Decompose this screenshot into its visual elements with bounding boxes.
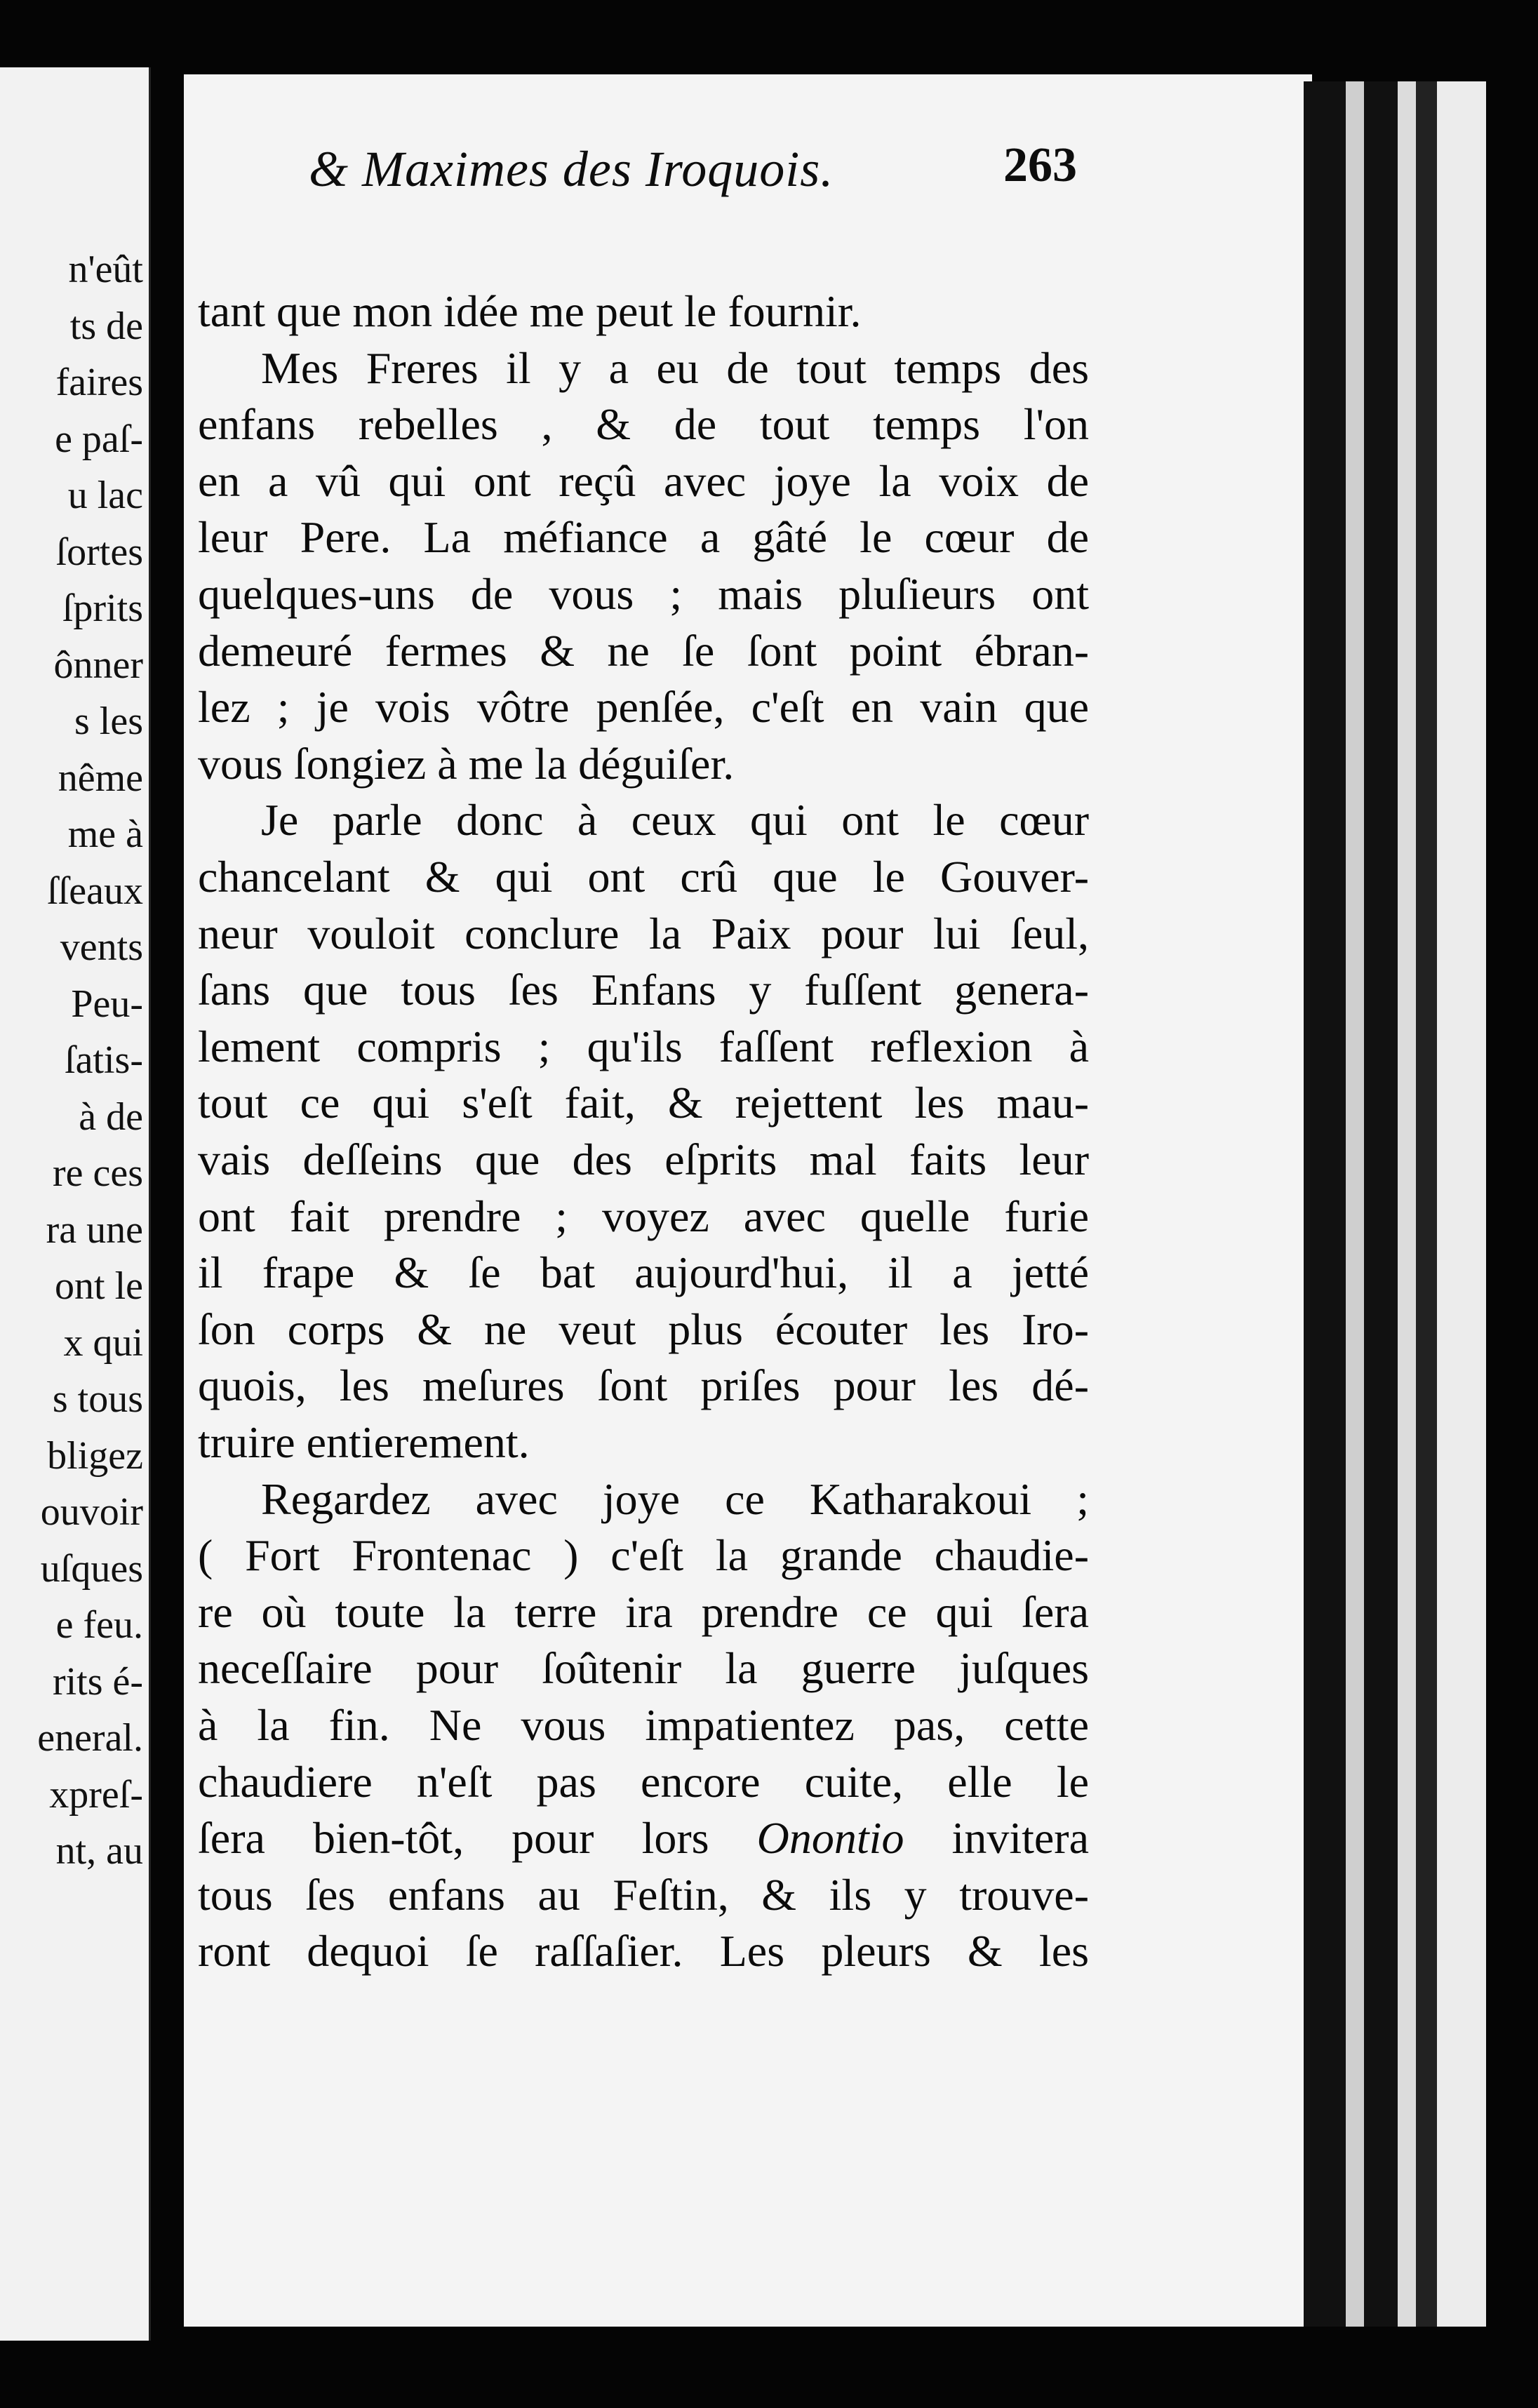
text-line: quelques-uns de vous ; mais pluſieurs ont bbox=[198, 569, 1089, 619]
left-page-fragment: nême bbox=[58, 756, 143, 800]
left-page-fragment: Peu- bbox=[71, 982, 143, 1026]
left-page-fragment: ſprits bbox=[62, 587, 143, 630]
left-page-fragment: e paſ- bbox=[55, 417, 143, 461]
left-page-fragment: ts de bbox=[69, 304, 143, 348]
text-line: ( Fort Frontenac ) c'eſt la grande chaudie- bbox=[198, 1530, 1089, 1581]
text-line: enfans rebelles , & de tout temps l'on bbox=[198, 399, 1089, 450]
left-page-fragment: e feu. bbox=[55, 1603, 143, 1647]
left-page-fragment: ouvoir bbox=[40, 1490, 143, 1534]
left-page-fragment: bligez bbox=[47, 1433, 143, 1478]
text-line: il frape & ſe bat aujourd'hui, il a jetté bbox=[198, 1248, 1089, 1298]
text-line: tant que mon idée me peut le fournir. bbox=[198, 286, 862, 336]
text-line: Mes Freres il y a eu de tout temps des bbox=[261, 342, 1089, 393]
text-line: Je parle donc à ceux qui ont le cœur bbox=[261, 795, 1089, 845]
page-number: 263 bbox=[1003, 138, 1077, 192]
left-page-fragment: faires bbox=[55, 361, 143, 404]
left-page-fragment: eneral. bbox=[37, 1716, 143, 1760]
text-line: ont fait prendre ; voyez avec quelle furie bbox=[198, 1191, 1089, 1241]
text-line: lement compris ; qu'ils faſſent reflexion à bbox=[198, 1021, 1089, 1071]
page-stack-edge bbox=[1437, 81, 1486, 2327]
left-page-fragment: ra une bbox=[46, 1208, 143, 1252]
page-stack-edge bbox=[1346, 81, 1364, 2327]
page-stack-shadow bbox=[1304, 81, 1346, 2327]
text-line: re où toute la terre ira prendre ce qui ſera bbox=[198, 1586, 1089, 1637]
text-line: ſon corps & ne veut plus écouter les Iro- bbox=[198, 1304, 1089, 1354]
page-stack-shadow bbox=[1364, 81, 1398, 2327]
left-page-fragment: uſques bbox=[40, 1546, 143, 1591]
left-page-fragment: ont le bbox=[55, 1264, 143, 1308]
text-line: à la fin. Ne vous impatientez pas, cette bbox=[198, 1700, 1089, 1750]
text-line: lez ; je vois vôtre penſée, c'eſt en vain que bbox=[198, 682, 1089, 733]
left-page-fragment: nt, au bbox=[55, 1829, 143, 1873]
text-line: truire entierement. bbox=[198, 1417, 530, 1467]
left-page-fragment: s les bbox=[74, 700, 143, 743]
left-page-fragment: ſatis- bbox=[65, 1038, 143, 1082]
left-page-fragment: vents bbox=[60, 925, 143, 969]
italic-name: Onontio bbox=[756, 1813, 904, 1864]
left-page-fragment: x qui bbox=[63, 1320, 143, 1365]
left-page-fragment: xpreſ- bbox=[49, 1772, 143, 1817]
page-stack-edge bbox=[1398, 81, 1416, 2327]
left-page-fragment: u lac bbox=[67, 474, 143, 517]
left-page-fragment: me à bbox=[67, 812, 143, 856]
text-line: chaudiere n'eſt pas encore cuite, elle le bbox=[198, 1756, 1089, 1807]
text-line: vous ſongiez à me la déguiſer. bbox=[198, 738, 735, 789]
text-line: en a vû qui ont reçû avec joye la voix de bbox=[198, 455, 1089, 506]
text-line: tout ce qui s'eſt fait, & rejettent les mau- bbox=[198, 1078, 1089, 1128]
left-page-fragment: ſortes bbox=[55, 530, 143, 574]
text-line: ſera bien-tôt, pour lors Onontio invitera bbox=[198, 1813, 1089, 1864]
page-stack-shadow bbox=[1416, 81, 1437, 2327]
left-page bbox=[0, 67, 151, 2341]
text-line: neceſſaire pour ſoûtenir la guerre juſques bbox=[198, 1643, 1089, 1694]
left-page-fragment: ônner bbox=[53, 643, 143, 687]
text-line: Regardez avec joye ce Katharakoui ; bbox=[261, 1473, 1089, 1524]
text-line: vais deſſeins que des eſprits mal faits leur bbox=[198, 1135, 1089, 1184]
left-page-fragment: à de bbox=[79, 1095, 143, 1139]
text-line: demeuré fermes & ne ſe ſont point ébran- bbox=[198, 625, 1089, 676]
left-page-fragment: re ces bbox=[52, 1151, 143, 1195]
left-page-fragment: rits é- bbox=[52, 1659, 143, 1704]
text-line: ſans que tous ſes Enfans y fuſſent genera- bbox=[198, 965, 1089, 1015]
text-line: ront dequoi ſe raſſaſier. Les pleurs & les bbox=[198, 1926, 1089, 1976]
running-header: & Maximes des Iroquois. bbox=[309, 141, 834, 197]
left-page-fragment: s tous bbox=[52, 1377, 143, 1421]
text-line: leur Pere. La méfiance a gâté le cœur de bbox=[198, 512, 1089, 563]
text-line: quois, les meſures ſont priſes pour les dé- bbox=[198, 1360, 1089, 1411]
left-page-fragment: ſſeaux bbox=[47, 869, 143, 913]
text-line: chancelant & qui ont crû que le Gouver- bbox=[198, 852, 1089, 902]
text-line: neur vouloit conclure la Paix pour lui ſeul, bbox=[198, 908, 1089, 958]
left-page-fragment: n'eût bbox=[68, 248, 143, 291]
text-line: tous ſes enfans au Feſtin, & ils y trouve- bbox=[198, 1869, 1089, 1920]
